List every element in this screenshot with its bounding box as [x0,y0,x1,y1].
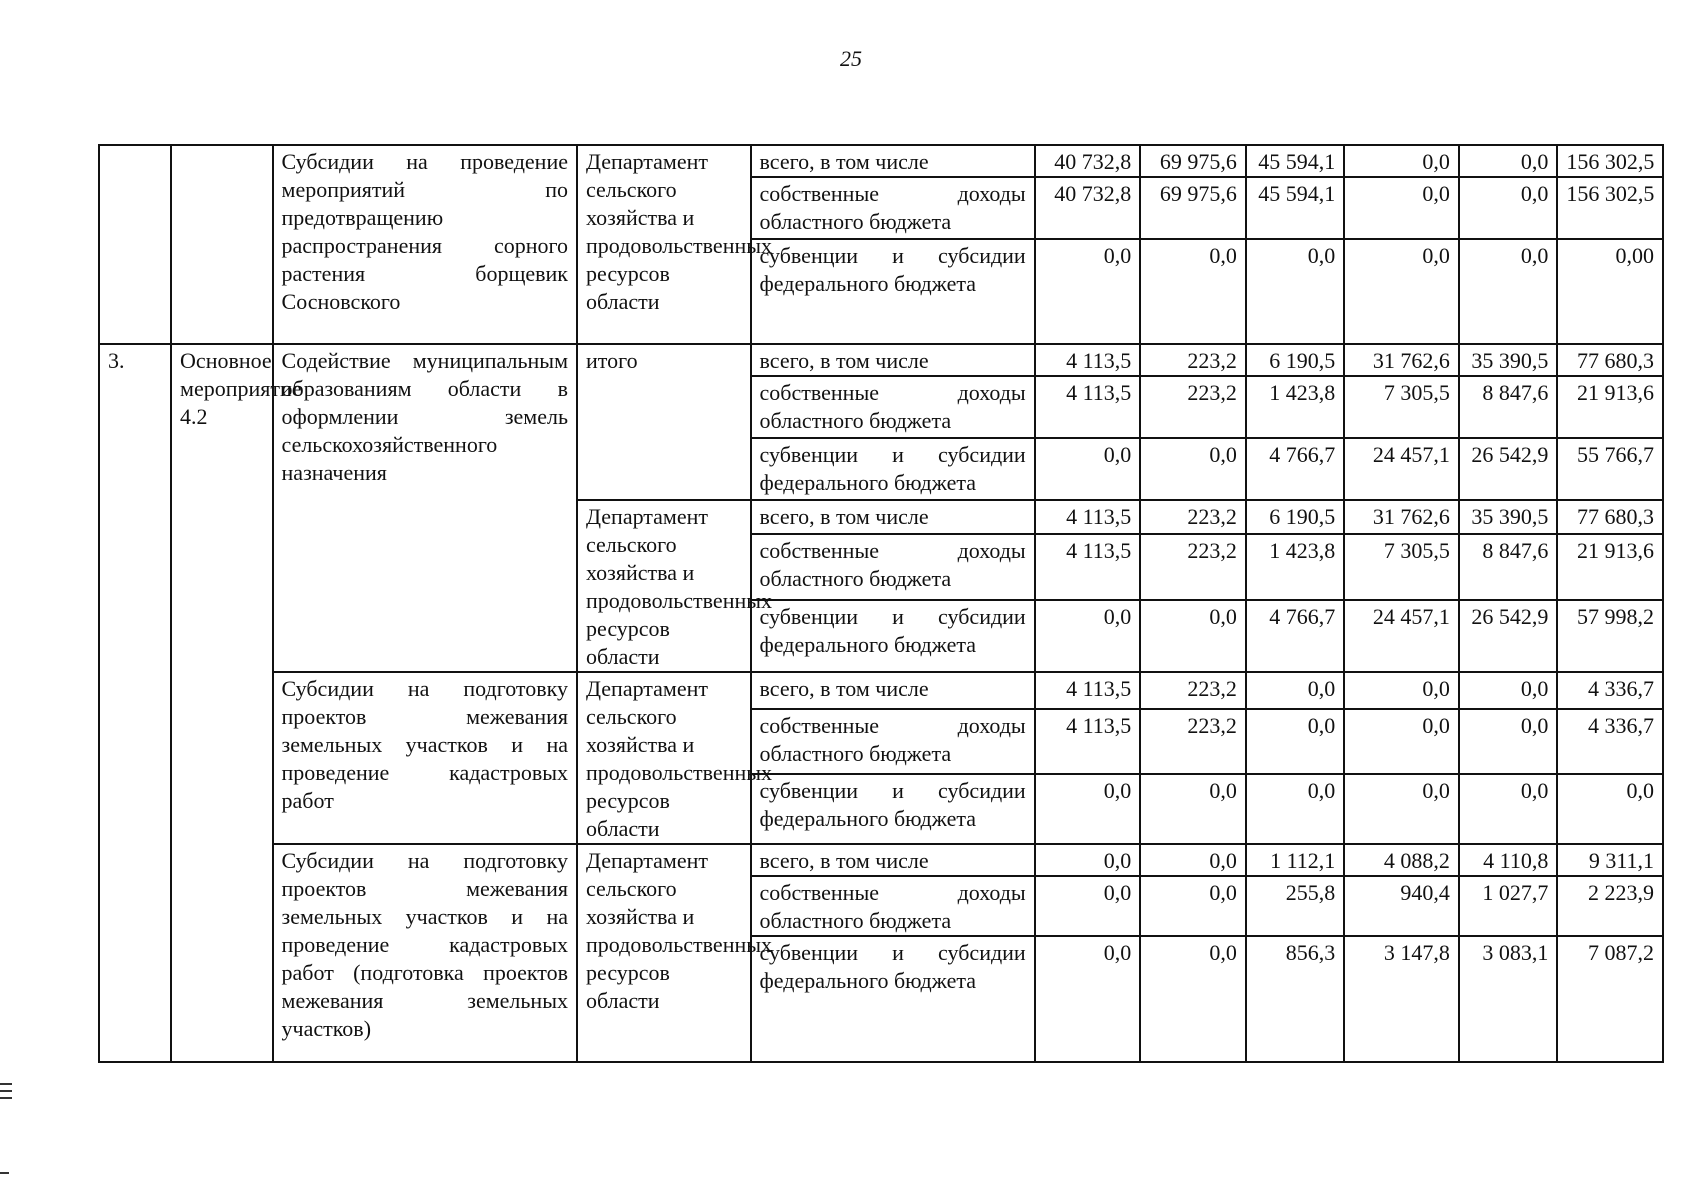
total-cell: 2 223,9 [1557,876,1663,936]
value-cell: 4 113,5 [1035,709,1141,774]
table-row [99,344,1663,376]
value-cell: 0,0 [1035,438,1141,500]
value-cell: 24 457,1 [1344,438,1459,500]
measure-name-cell: Субсидии на подготовку проектов межевания земельных участков и на проведение кадастровых работ (подготовка проектов межевания земельных участков) [273,844,577,1062]
value-cell: 69 975,6 [1140,145,1246,177]
total-cell: 4 336,7 [1557,672,1663,709]
value-cell: 26 542,9 [1459,600,1557,672]
status-cell: Основное мероприятие 4.2 [171,344,272,1062]
margin-mark [0,1083,12,1085]
value-cell: 6 190,5 [1246,500,1344,534]
row-number-cell [99,145,171,344]
total-cell: 55 766,7 [1557,438,1663,500]
value-cell: 7 305,5 [1344,376,1459,438]
value-cell: 0,0 [1344,145,1459,177]
executor-cell: Департамент сельского хозяйства и продовольственных ресурсов области [577,145,751,344]
funding-source-cell: субвенции и субсидии федерального бюджета [751,438,1035,500]
value-cell: 35 390,5 [1459,500,1557,534]
total-cell: 77 680,3 [1557,344,1663,376]
value-cell: 0,0 [1140,844,1246,876]
value-cell: 0,0 [1344,239,1459,344]
funding-source-cell: собственные доходы областного бюджета [751,876,1035,936]
value-cell: 26 542,9 [1459,438,1557,500]
measure-name-cell: Содействие муниципальным образованиям области в оформлении земель сельскохозяйственного назначения [273,344,577,672]
value-cell: 4 113,5 [1035,534,1141,600]
row-number-cell: 3. [99,344,171,1062]
value-cell: 4 113,5 [1035,672,1141,709]
value-cell: 1 027,7 [1459,876,1557,936]
value-cell: 1 423,8 [1246,376,1344,438]
value-cell: 4 113,5 [1035,344,1141,376]
measure-name-cell: Субсидии на подготовку проектов межевания земельных участков и на проведение кадастровых работ [273,672,577,844]
value-cell: 0,0 [1246,774,1344,844]
total-cell: 0,00 [1557,239,1663,344]
value-cell: 0,0 [1459,709,1557,774]
value-cell: 0,0 [1459,774,1557,844]
total-cell: 57 998,2 [1557,600,1663,672]
page-number: 25 [840,46,862,71]
value-cell: 0,0 [1035,844,1141,876]
funding-source-cell: собственные доходы областного бюджета [751,534,1035,600]
funding-source-cell: всего, в том числе [751,672,1035,709]
status-cell [171,145,272,344]
value-cell: 0,0 [1035,774,1141,844]
value-cell: 4 110,8 [1459,844,1557,876]
funding-source-cell: всего, в том числе [751,500,1035,534]
total-cell: 21 913,6 [1557,534,1663,600]
value-cell: 0,0 [1035,239,1141,344]
margin-mark [0,1097,12,1099]
measure-name-cell: Субсидии на проведение мероприятий по предотвращению распространения сорного растения борщевик Сосновского [273,145,577,344]
funding-source-cell: субвенции и субсидии федерального бюджета [751,774,1035,844]
total-cell: 9 311,1 [1557,844,1663,876]
funding-source-cell: всего, в том числе [751,145,1035,177]
value-cell: 0,0 [1246,239,1344,344]
value-cell: 0,0 [1035,876,1141,936]
table-row [99,145,1663,177]
value-cell: 223,2 [1140,376,1246,438]
funding-source-cell: собственные доходы областного бюджета [751,177,1035,239]
value-cell: 45 594,1 [1246,145,1344,177]
value-cell: 4 766,7 [1246,438,1344,500]
value-cell: 0,0 [1140,876,1246,936]
value-cell: 0,0 [1459,672,1557,709]
value-cell: 0,0 [1344,774,1459,844]
total-cell: 156 302,5 [1557,145,1663,177]
funding-source-cell: собственные доходы областного бюджета [751,709,1035,774]
value-cell: 24 457,1 [1344,600,1459,672]
executor-cell: Департамент сельского хозяйства и продовольственных ресурсов области [577,500,751,672]
value-cell: 0,0 [1344,177,1459,239]
value-cell: 1 423,8 [1246,534,1344,600]
value-cell: 4 766,7 [1246,600,1344,672]
value-cell: 0,0 [1140,239,1246,344]
value-cell: 6 190,5 [1246,344,1344,376]
value-cell: 0,0 [1459,239,1557,344]
value-cell: 35 390,5 [1459,344,1557,376]
value-cell: 69 975,6 [1140,177,1246,239]
funding-source-cell: всего, в том числе [751,344,1035,376]
executor-cell: Департамент сельского хозяйства и продовольственных ресурсов области [577,844,751,1062]
value-cell: 1 112,1 [1246,844,1344,876]
value-cell: 45 594,1 [1246,177,1344,239]
value-cell: 255,8 [1246,876,1344,936]
total-cell: 77 680,3 [1557,500,1663,534]
funding-source-cell: собственные доходы областного бюджета [751,376,1035,438]
margin-mark [0,1090,12,1092]
executor-cell: итого [577,344,751,500]
value-cell: 8 847,6 [1459,376,1557,438]
value-cell: 0,0 [1035,936,1141,1062]
funding-source-cell: всего, в том числе [751,844,1035,876]
value-cell: 0,0 [1140,600,1246,672]
value-cell: 856,3 [1246,936,1344,1062]
funding-source-cell: субвенции и субсидии федерального бюджета [751,936,1035,1062]
value-cell: 31 762,6 [1344,500,1459,534]
value-cell: 0,0 [1140,438,1246,500]
value-cell: 31 762,6 [1344,344,1459,376]
value-cell: 4 088,2 [1344,844,1459,876]
value-cell: 0,0 [1344,709,1459,774]
total-cell: 156 302,5 [1557,177,1663,239]
value-cell: 0,0 [1140,774,1246,844]
value-cell: 40 732,8 [1035,145,1141,177]
value-cell: 40 732,8 [1035,177,1141,239]
value-cell: 223,2 [1140,344,1246,376]
value-cell: 7 305,5 [1344,534,1459,600]
total-cell: 0,0 [1557,774,1663,844]
value-cell: 223,2 [1140,500,1246,534]
value-cell: 223,2 [1140,709,1246,774]
table-row [99,844,1663,876]
value-cell: 3 147,8 [1344,936,1459,1062]
value-cell: 223,2 [1140,672,1246,709]
total-cell: 4 336,7 [1557,709,1663,774]
value-cell: 3 083,1 [1459,936,1557,1062]
value-cell: 0,0 [1459,177,1557,239]
total-cell: 21 913,6 [1557,376,1663,438]
table-row [99,672,1663,709]
value-cell: 0,0 [1459,145,1557,177]
value-cell: 0,0 [1035,600,1141,672]
budget-table [98,144,1664,1063]
value-cell: 8 847,6 [1459,534,1557,600]
value-cell: 0,0 [1246,709,1344,774]
value-cell: 0,0 [1246,672,1344,709]
margin-mark [0,1172,9,1174]
value-cell: 223,2 [1140,534,1246,600]
funding-source-cell: субвенции и субсидии федерального бюджета [751,600,1035,672]
executor-cell: Департамент сельского хозяйства и продовольственных ресурсов области [577,672,751,844]
value-cell: 940,4 [1344,876,1459,936]
total-cell: 7 087,2 [1557,936,1663,1062]
value-cell: 4 113,5 [1035,500,1141,534]
value-cell: 4 113,5 [1035,376,1141,438]
value-cell: 0,0 [1344,672,1459,709]
value-cell: 0,0 [1140,936,1246,1062]
funding-source-cell: субвенции и субсидии федерального бюджета [751,239,1035,344]
